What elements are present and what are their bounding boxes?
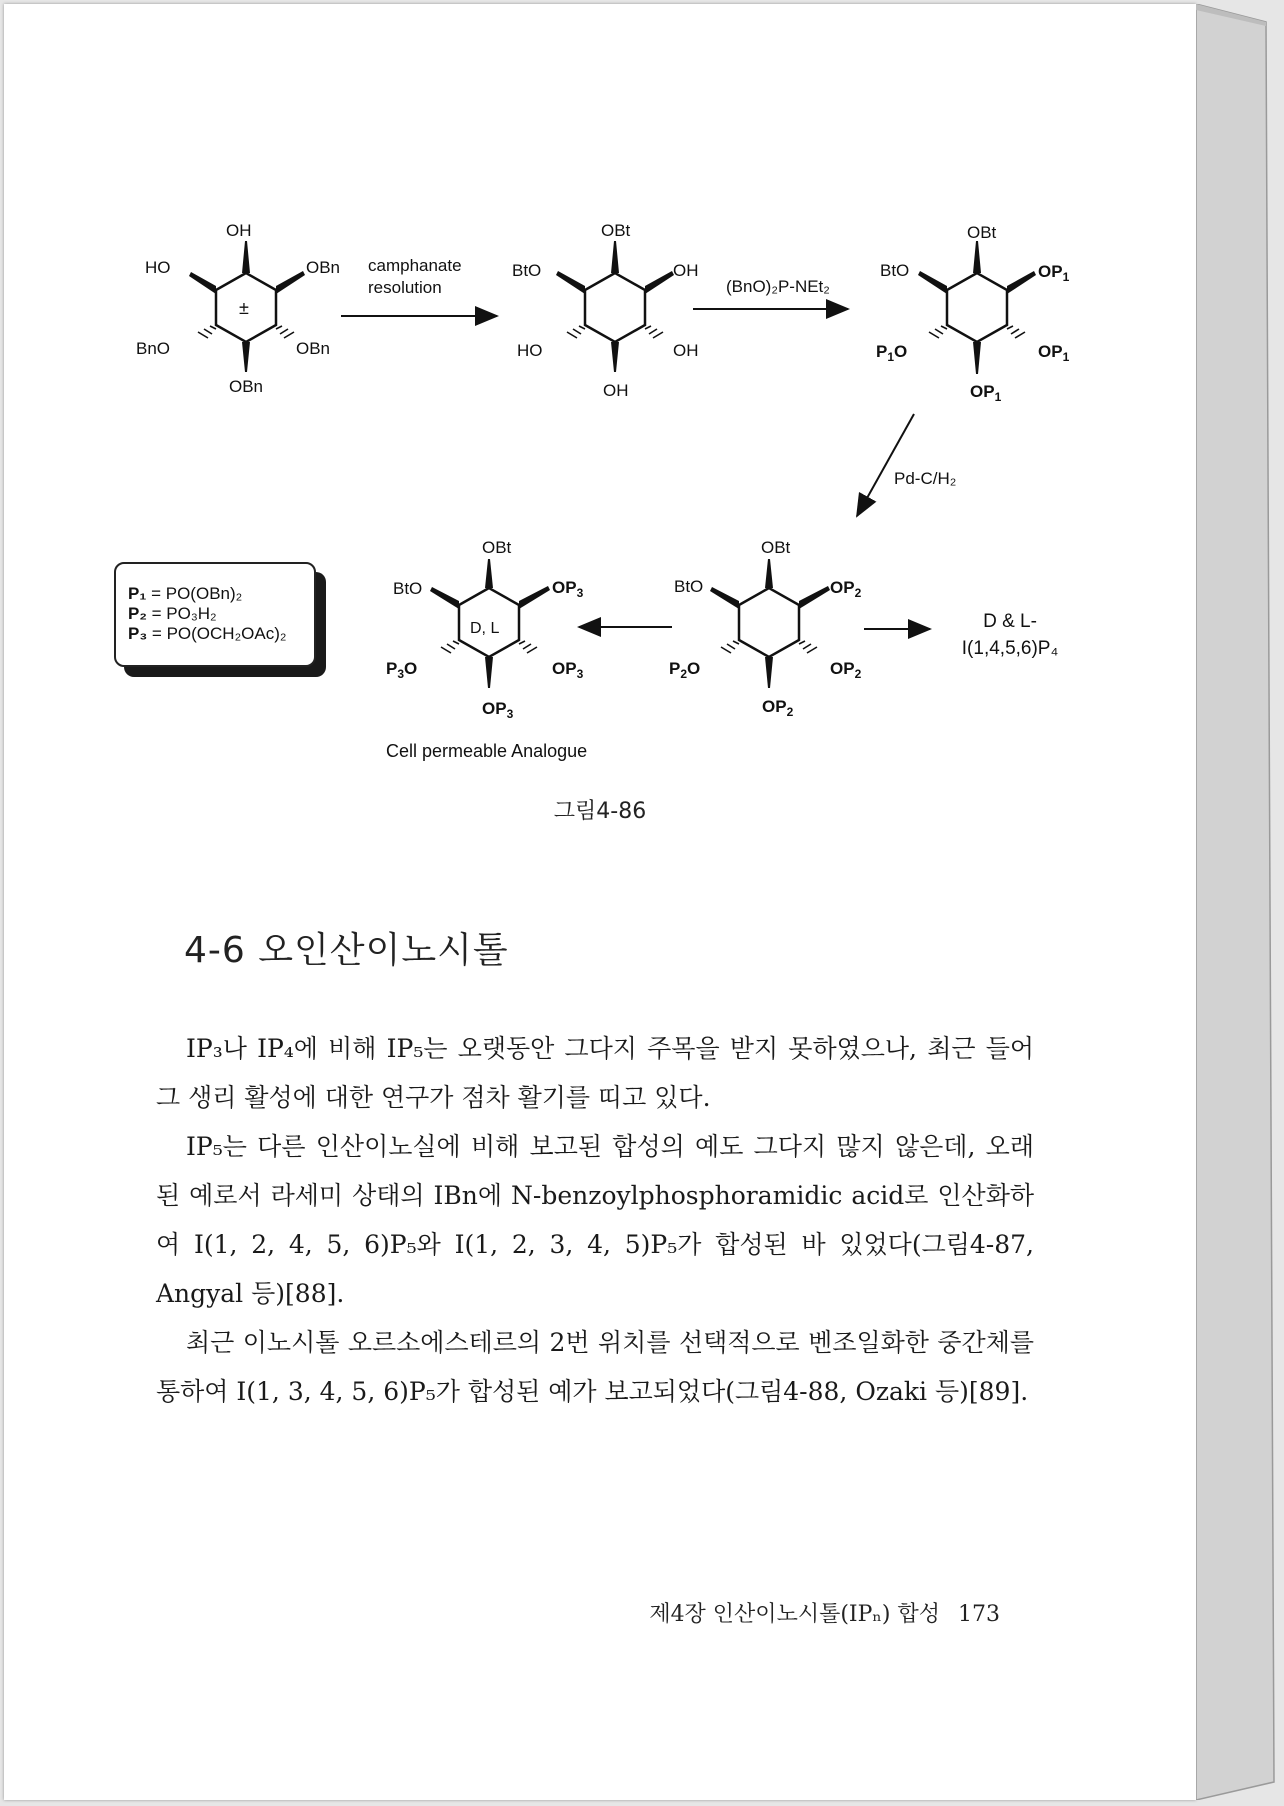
svg-text:OH: OH xyxy=(673,261,699,280)
svg-text:OP2: $OP_2$ xyxy=(830,659,862,681)
svg-text:OP1: $OP_1$ xyxy=(970,382,1002,404)
svg-text:BtO: BtO xyxy=(393,579,423,598)
body-text xyxy=(156,1024,1034,1416)
step3-reagent: Pd-C/H₂ xyxy=(894,469,957,488)
svg-text:OBt: OBt xyxy=(482,538,512,557)
svg-text:OP2: $OP_2$ xyxy=(762,697,794,719)
dl-mark: D, L xyxy=(470,620,500,637)
step1-reagent-line1: camphanate xyxy=(368,256,462,275)
product-label-line1: D & L- xyxy=(983,611,1037,632)
svg-text:OBn: OBn xyxy=(296,339,331,358)
svg-text:P2O: $P_2O$ xyxy=(669,659,701,681)
product-label-line2: I(1,4,5,6)P₄ xyxy=(961,638,1059,659)
svg-text:OH: OH xyxy=(226,221,252,240)
step1-reagent-line2: resolution xyxy=(368,278,442,297)
svg-text:P3O: $P_3O$ xyxy=(386,659,418,681)
svg-text:OP1: $OP_1$ xyxy=(1038,342,1070,364)
svg-text:OP3: $OP_3$ xyxy=(482,699,514,721)
legend-row-p1: P₁ = PO(OBn)₂ xyxy=(128,584,243,603)
figure-caption: 그림4-86 xyxy=(553,799,647,824)
svg-text:BnO: BnO xyxy=(136,339,171,358)
book-page xyxy=(4,4,1196,1800)
svg-text:HO: HO xyxy=(517,341,543,360)
svg-text:OBt: OBt xyxy=(967,223,997,242)
paragraph-3: 최근 이노시톨 오르소에스테르의 2번 위치를 선택적으로 벤조일화한 중간체를 통하여 I(1, 3, 4, 5, 6)P₅가 합성된 예가 보고되었다(그림4-88, Ozaki 등)[89]. xyxy=(156,1328,1034,1406)
svg-text:OP2: $OP_2$ xyxy=(830,578,862,600)
step2-reagent: (BnO)₂P-NEt₂ xyxy=(726,277,830,296)
svg-text:P1O: $P_1O$ xyxy=(876,342,908,364)
racemic-mark: ± xyxy=(239,298,249,318)
legend-row-p2: P₂ = PO₃H₂ xyxy=(128,604,217,623)
svg-text:OH: OH xyxy=(673,341,699,360)
protecting-group-legend xyxy=(114,562,316,667)
page-number: 173 xyxy=(958,1602,1000,1627)
molecule-resolved-tetrol xyxy=(556,241,674,372)
molecule-p1-protected xyxy=(918,241,1036,374)
svg-text:OP3: $OP_3$ xyxy=(552,659,584,681)
paragraph-2: IP₅는 다른 인산이노실에 비해 보고된 합성의 예도 그다지 많지 않은데, 오래된 예로서 라세미 상태의 IBn에 N-benzoylphosphoramidic acid로 인산화하여 I(1, 2, 4, 5, 6)P₅와 I(1, 2, 3, 4, 5)P₅가 합성된 바 있었다(그림4-87, Angyal 등)[88]. xyxy=(156,1132,1034,1308)
svg-text:BtO: BtO xyxy=(880,261,910,280)
svg-text:OBt: OBt xyxy=(761,538,791,557)
svg-text:HO: HO xyxy=(145,258,171,277)
svg-text:OBn: OBn xyxy=(306,258,341,277)
section-heading: 4-6 오인산이노시톨 xyxy=(184,930,509,971)
svg-text:OP1: $OP_1$ xyxy=(1038,262,1070,284)
page-footer xyxy=(631,1597,1000,1628)
svg-text:OH: OH xyxy=(603,381,629,400)
svg-text:OBn: OBn xyxy=(229,377,264,396)
book-edge xyxy=(1196,4,1280,1800)
svg-text:OBt: OBt xyxy=(601,221,631,240)
svg-text:BtO: BtO xyxy=(674,577,704,596)
analogue-label: Cell permeable Analogue xyxy=(386,741,588,761)
svg-text:BtO: BtO xyxy=(512,261,542,280)
molecule-p2-phosphate xyxy=(710,559,830,688)
svg-text:OP3: $OP_3$ xyxy=(552,578,584,600)
chapter-title: 제4장 인산이노시톨(IPₙ) 합성 xyxy=(649,1602,940,1627)
legend-row-p3: P₃ = PO(OCH₂OAc)₂ xyxy=(128,624,287,643)
paragraph-1: IP₃나 IP₄에 비해 IP₅는 오랫동안 그다지 주목을 받지 못하였으나, 최근 들어 그 생리 활성에 대한 연구가 점차 활기를 띠고 있다. xyxy=(156,1034,1034,1112)
